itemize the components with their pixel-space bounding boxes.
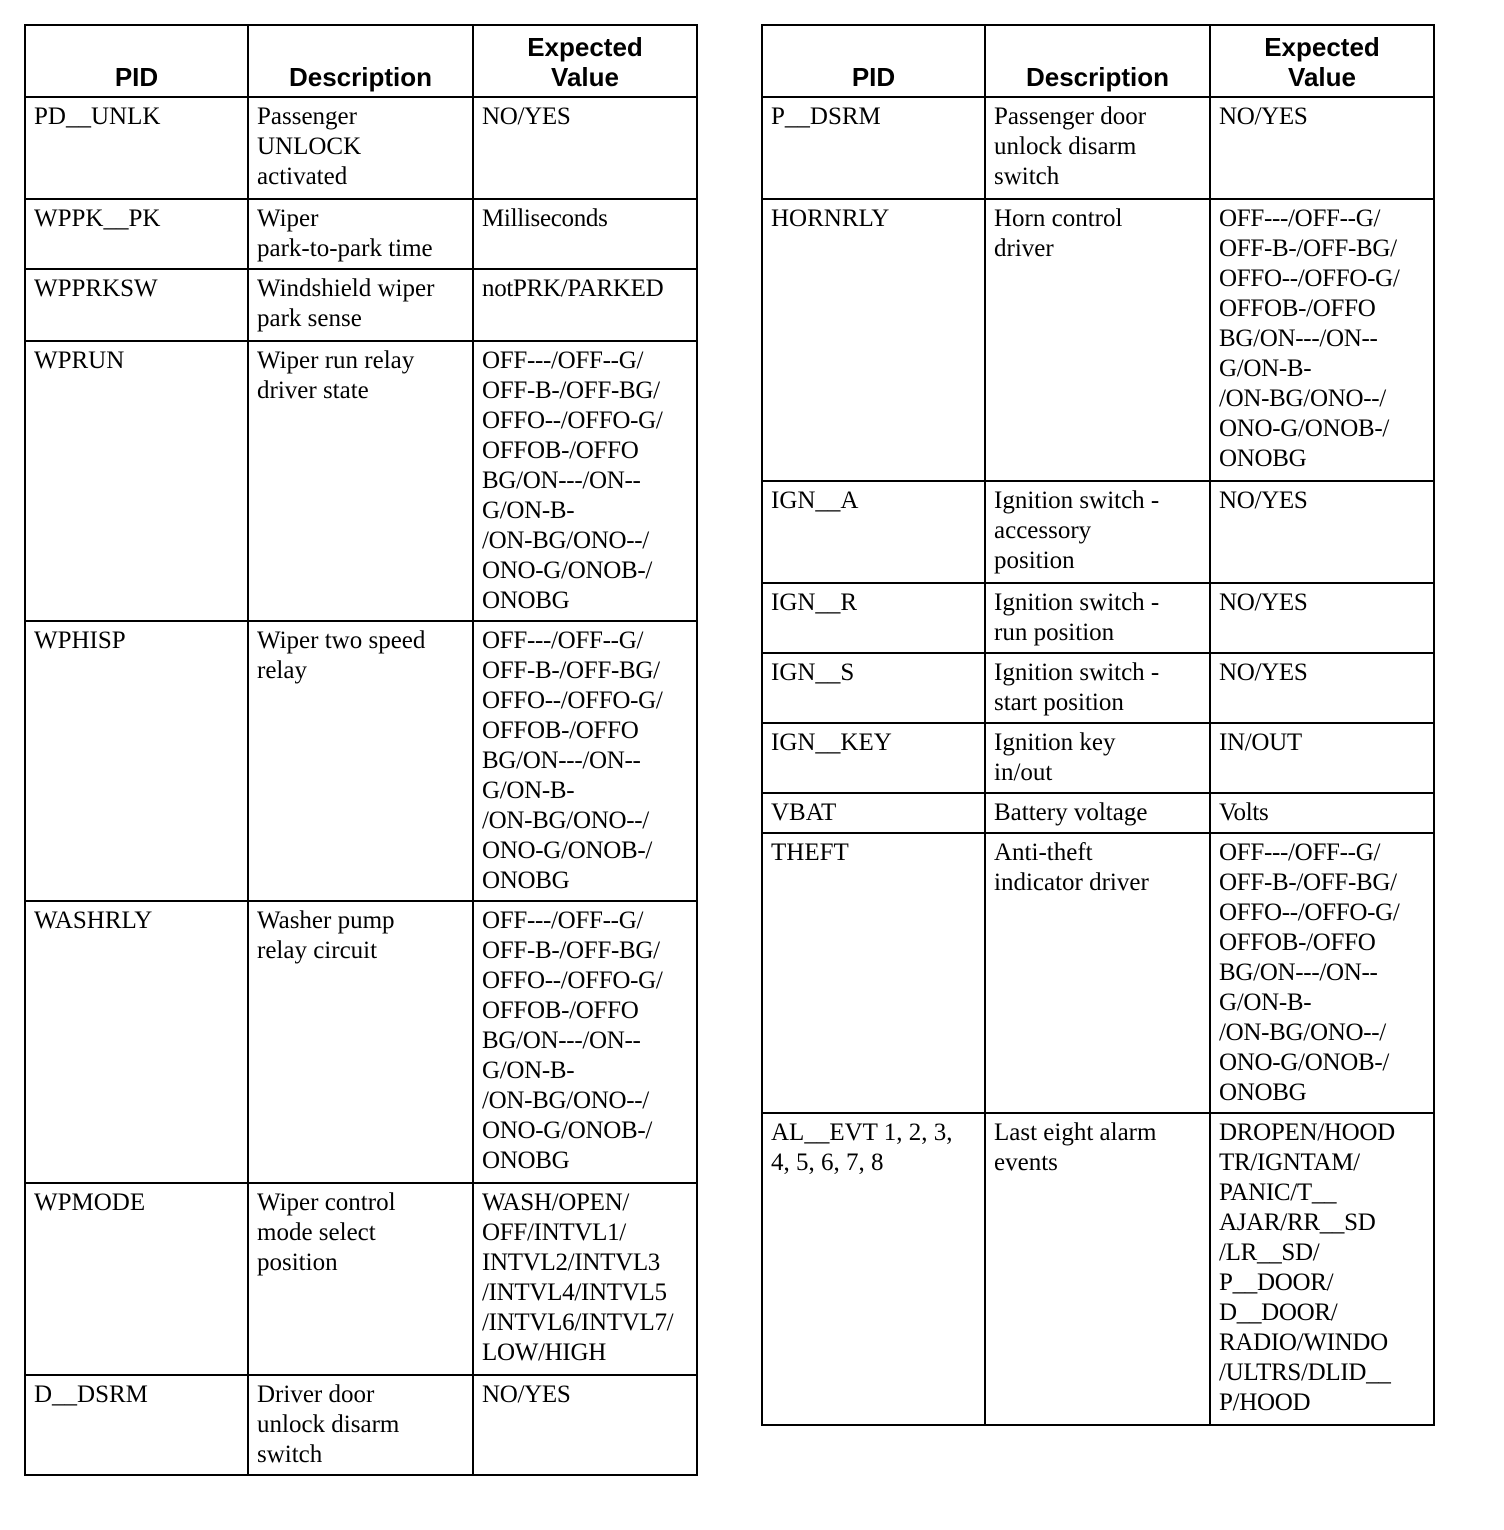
pid-table-right	[761, 24, 1435, 1426]
header-expected-value: Expected Value	[1210, 25, 1434, 97]
description-cell: Ignition key in/out	[985, 723, 1210, 793]
table-row	[762, 653, 1434, 723]
table-row	[762, 723, 1434, 793]
pid-cell: VBAT	[762, 793, 985, 833]
header-expected-value: Expected Value	[473, 25, 697, 97]
pid-cell: HORNRLY	[762, 199, 985, 481]
expected-value-cell: NO/YES	[1210, 583, 1434, 653]
expected-value-cell: DROPEN/HOOD TR/IGNTAM/ PANIC/T__ AJAR/RR__SD /LR__SD/ P__DOOR/ D__DOOR/ RADIO/WINDO /ULTRS/DLID__ P/HOOD	[1210, 1113, 1434, 1425]
table-row	[25, 341, 697, 621]
pid-cell: WPHISP	[25, 621, 248, 901]
table-row	[762, 793, 1434, 833]
expected-value-cell: NO/YES	[1210, 97, 1434, 199]
expected-value-cell: IN/OUT	[1210, 723, 1434, 793]
description-cell: Wiper run relay driver state	[248, 341, 473, 621]
pid-cell: WASHRLY	[25, 901, 248, 1183]
table-row	[25, 1183, 697, 1375]
description-cell: Wiper park-to-park time	[248, 199, 473, 269]
description-cell: Wiper two speed relay	[248, 621, 473, 901]
description-cell: Windshield wiper park sense	[248, 269, 473, 341]
pid-cell: IGN__R	[762, 583, 985, 653]
description-cell: Driver door unlock disarm switch	[248, 1375, 473, 1475]
description-cell: Wiper control mode select position	[248, 1183, 473, 1375]
description-cell: Horn control driver	[985, 199, 1210, 481]
table-row	[762, 481, 1434, 583]
header-row	[25, 25, 697, 97]
expected-value-cell: OFF---/OFF--G/ OFF-B-/OFF-BG/ OFFO--/OFFO-G/ OFFOB-/OFFO BG/ON---/ON-- G/ON-B- /ON-BG/ONO--/ ONO-G/ONOB-/ ONOBG	[473, 621, 697, 901]
header-description: Description	[248, 25, 473, 97]
pid-cell: WPMODE	[25, 1183, 248, 1375]
pid-cell: D__DSRM	[25, 1375, 248, 1475]
description-cell: Passenger door unlock disarm switch	[985, 97, 1210, 199]
description-cell: Battery voltage	[985, 793, 1210, 833]
expected-value-cell: NO/YES	[473, 97, 697, 199]
description-cell: Passenger UNLOCK activated	[248, 97, 473, 199]
expected-value-cell: OFF---/OFF--G/ OFF-B-/OFF-BG/ OFFO--/OFFO-G/ OFFOB-/OFFO BG/ON---/ON-- G/ON-B- /ON-BG/ONO--/ ONO-G/ONOB-/ ONOBG	[473, 901, 697, 1183]
header-description: Description	[985, 25, 1210, 97]
expected-value-cell: NO/YES	[1210, 481, 1434, 583]
pid-cell: WPPK__PK	[25, 199, 248, 269]
expected-value-cell: Volts	[1210, 793, 1434, 833]
table-row	[25, 1375, 697, 1475]
description-cell: Washer pump relay circuit	[248, 901, 473, 1183]
header-pid: PID	[762, 25, 985, 97]
description-cell: Ignition switch - accessory position	[985, 481, 1210, 583]
table-row	[25, 901, 697, 1183]
expected-value-cell: OFF---/OFF--G/ OFF-B-/OFF-BG/ OFFO--/OFFO-G/ OFFOB-/OFFO BG/ON---/ON-- G/ON-B- /ON-BG/ONO--/ ONO-G/ONOB-/ ONOBG	[1210, 199, 1434, 481]
pid-cell: IGN__A	[762, 481, 985, 583]
pid-cell: WPRUN	[25, 341, 248, 621]
table-row	[25, 269, 697, 341]
pid-cell: AL__EVT 1, 2, 3, 4, 5, 6, 7, 8	[762, 1113, 985, 1425]
expected-value-cell: NO/YES	[1210, 653, 1434, 723]
expected-value-cell: WASH/OPEN/ OFF/INTVL1/ INTVL2/INTVL3 /INTVL4/INTVL5 /INTVL6/INTVL7/ LOW/HIGH	[473, 1183, 697, 1375]
expected-value-cell: OFF---/OFF--G/ OFF-B-/OFF-BG/ OFFO--/OFFO-G/ OFFOB-/OFFO BG/ON---/ON-- G/ON-B- /ON-BG/ONO--/ ONO-G/ONOB-/ ONOBG	[473, 341, 697, 621]
table-row	[762, 583, 1434, 653]
table-row	[25, 621, 697, 901]
table-row	[762, 1113, 1434, 1425]
table-row	[762, 199, 1434, 481]
table-row	[25, 97, 697, 199]
pid-cell: PD__UNLK	[25, 97, 248, 199]
description-cell: Last eight alarm events	[985, 1113, 1210, 1425]
pid-cell: THEFT	[762, 833, 985, 1113]
expected-value-cell: notPRK/PARKED	[473, 269, 697, 341]
pid-cell: P__DSRM	[762, 97, 985, 199]
description-cell: Ignition switch - run position	[985, 583, 1210, 653]
pid-cell: IGN__KEY	[762, 723, 985, 793]
description-cell: Anti-theft indicator driver	[985, 833, 1210, 1113]
header-pid: PID	[25, 25, 248, 97]
table-row	[762, 97, 1434, 199]
expected-value-cell: Milliseconds	[473, 199, 697, 269]
table-row	[25, 199, 697, 269]
pid-cell: WPPRKSW	[25, 269, 248, 341]
pid-table-left	[24, 24, 698, 1476]
header-row	[762, 25, 1434, 97]
expected-value-cell: OFF---/OFF--G/ OFF-B-/OFF-BG/ OFFO--/OFFO-G/ OFFOB-/OFFO BG/ON---/ON-- G/ON-B- /ON-BG/ONO--/ ONO-G/ONOB-/ ONOBG	[1210, 833, 1434, 1113]
table-row	[762, 833, 1434, 1113]
expected-value-cell: NO/YES	[473, 1375, 697, 1475]
description-cell: Ignition switch - start position	[985, 653, 1210, 723]
pid-cell: IGN__S	[762, 653, 985, 723]
